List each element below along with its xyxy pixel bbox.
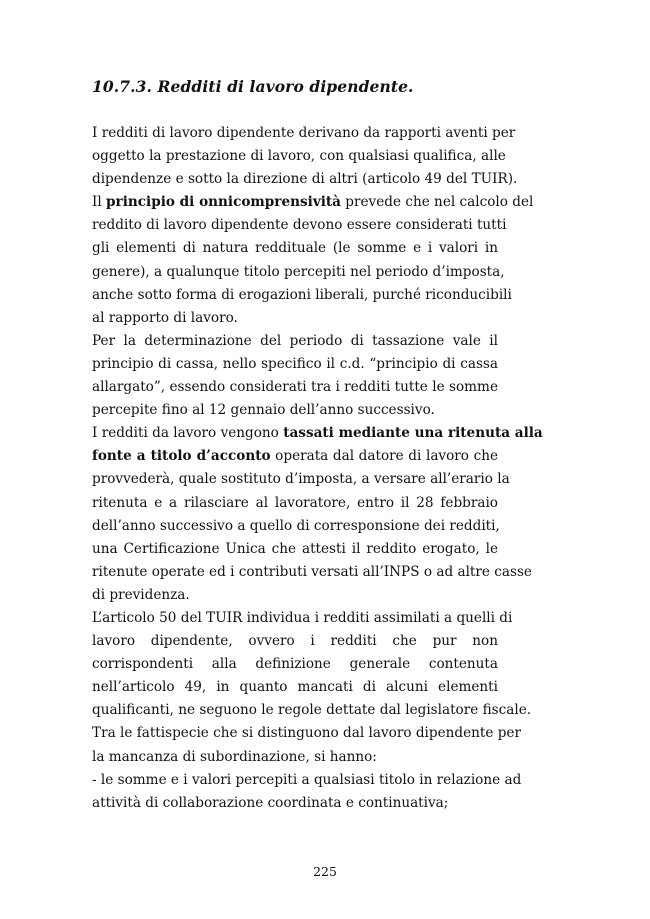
text-line (92, 653, 498, 676)
text-segment: provvederà, quale sostituto d’imposta, a versare all’erario la (92, 471, 510, 488)
text-line (92, 468, 510, 491)
text-segment: Tra le fattispecie che si distinguono dal lavoro dipendente per (92, 725, 521, 742)
text-line (92, 399, 498, 422)
text-line (92, 676, 498, 699)
text-segment: anche sotto forma di erogazioni liberali, purché riconducibili (92, 286, 512, 303)
text-line (92, 515, 498, 538)
text-segment: al rapporto di lavoro. (92, 309, 238, 326)
text-line (92, 376, 498, 399)
bold-text: tassati mediante una ritenuta alla (283, 425, 543, 442)
text-segment: principio di cassa, nello specifico il c.d. “principio di cassa (92, 355, 498, 372)
text-segment: operata dal datore di lavoro che (270, 448, 499, 465)
text-segment: oggetto la prestazione di lavoro, con qualsiasi qualifica, alle (92, 148, 506, 165)
text-line (92, 284, 512, 307)
text-segment: prevede che nel calcolo del (340, 194, 534, 211)
text-line (92, 122, 516, 145)
text-segment: dell’anno successivo a quello di corresponsione dei redditi, (92, 517, 500, 534)
text-line (92, 607, 513, 630)
bold-text: principio di onnicomprensività (106, 194, 341, 211)
page-number: 225 (313, 864, 337, 879)
text-line (92, 445, 498, 468)
text-line (92, 353, 498, 376)
text-line (92, 584, 498, 607)
section-heading: 10.7.3. Redditi di lavoro dipendente. (92, 77, 414, 96)
text-segment: corrispondenti alla definizione generale contenuta (92, 656, 498, 673)
text-segment: qualificanti, ne seguono le regole dettate dal legislatore fiscale. (92, 702, 532, 719)
text-line (92, 699, 532, 722)
text-line (92, 561, 532, 584)
text-line (92, 168, 518, 191)
text-segment: reddito di lavoro dipendente devono essere considerati tutti (92, 217, 507, 234)
text-line (92, 769, 522, 792)
body-text (92, 122, 543, 815)
text-line (92, 422, 543, 445)
text-segment: gli elementi di natura reddituale (le somme e i valori in (92, 240, 498, 257)
text-segment: lavoro dipendente, ovvero i redditi che pur non (92, 633, 498, 650)
text-segment: dipendenze e sotto la direzione di altri (articolo 49 del TUIR). (92, 171, 518, 188)
text-segment: nell’articolo 49, in quanto mancati di alcuni elementi (92, 679, 498, 696)
bold-text: fonte a titolo d’acconto (92, 448, 271, 465)
text-segment: Per la determinazione del periodo di tassazione vale il (92, 332, 498, 349)
text-segment: - le somme e i valori percepiti a qualsiasi titolo in relazione ad (92, 771, 522, 788)
text-segment: ritenute operate ed i contributi versati all’INPS o ad altre casse (92, 563, 532, 580)
text-segment: percepite fino al 12 gennaio dell’anno successivo. (92, 402, 435, 419)
text-line (92, 630, 498, 653)
text-segment: ritenuta e a rilasciare al lavoratore, entro il 28 febbraio (92, 494, 498, 511)
text-segment: attività di collaborazione coordinata e continuativa; (92, 794, 449, 811)
text-segment: una Certificazione Unica che attesti il reddito erogato, le (92, 540, 498, 557)
text-segment: I redditi di lavoro dipendente derivano da rapporti aventi per (92, 125, 516, 141)
text-line (92, 307, 498, 330)
text-line (92, 191, 534, 214)
text-line (92, 237, 498, 260)
text-line (92, 261, 505, 284)
text-segment: I redditi da lavoro vengono (92, 425, 284, 442)
text-segment: la mancanza di subordinazione, si hanno: (92, 748, 377, 765)
text-line (92, 722, 521, 745)
text-segment: L’articolo 50 del TUIR individua i redditi assimilati a quelli di (92, 609, 513, 626)
text-line (92, 538, 498, 561)
text-line (92, 792, 498, 815)
text-line (92, 330, 498, 353)
text-segment: Il (92, 194, 107, 211)
text-line (92, 145, 506, 168)
text-segment: allargato”, essendo considerati tra i redditi tutte le somme (92, 379, 498, 396)
text-line (92, 214, 507, 237)
text-line (92, 492, 498, 515)
text-segment: genere), a qualunque titolo percepiti nel periodo d’imposta, (92, 263, 505, 280)
text-segment: di previdenza. (92, 586, 190, 603)
text-line (92, 746, 498, 769)
